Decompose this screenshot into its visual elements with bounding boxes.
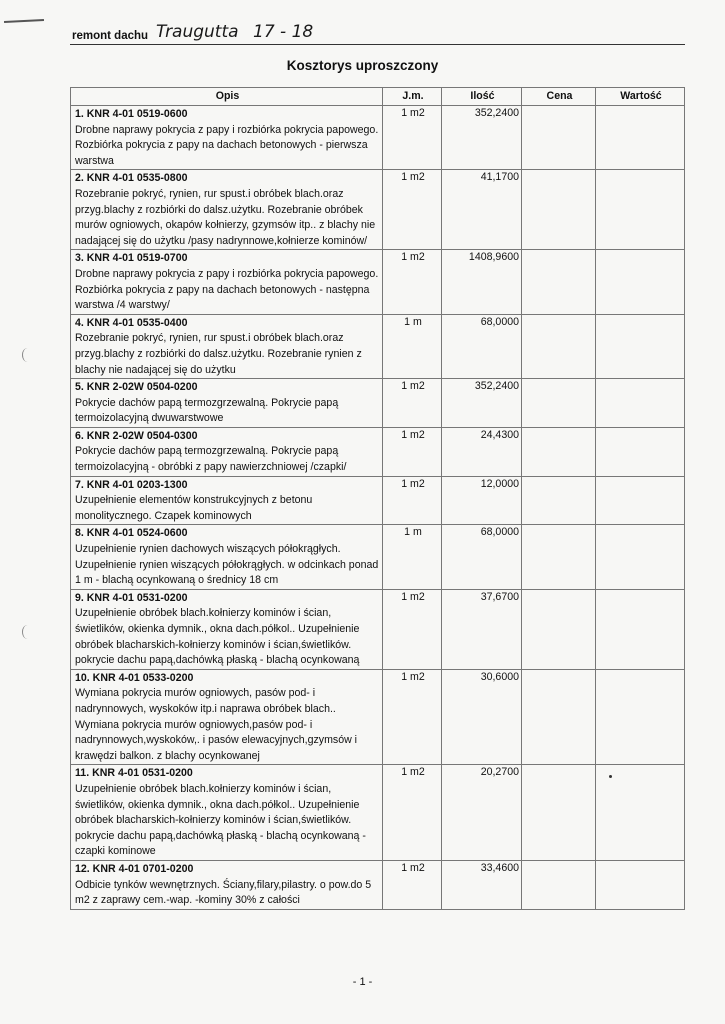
unit-cell: 1 m2 bbox=[383, 669, 442, 765]
price-cell bbox=[522, 427, 596, 476]
unit-cell: 1 m2 bbox=[383, 170, 442, 250]
unit-cell: 1 m bbox=[383, 525, 442, 589]
header-label: remont dachu bbox=[72, 30, 149, 42]
unit-cell: 1 m2 bbox=[383, 860, 442, 909]
estimate-table bbox=[70, 87, 685, 910]
price-cell bbox=[522, 525, 596, 589]
item-code: 12. KNR 4-01 0701-0200 bbox=[75, 862, 194, 875]
handwritten-street: Traugutta bbox=[156, 22, 239, 42]
table-row bbox=[71, 427, 685, 476]
description-cell bbox=[71, 525, 383, 589]
table-row bbox=[71, 589, 685, 669]
item-description: Pokrycie dachów papą termozgrzewalną. Pokrycie papą termoizolacyjną dwuwarstwowe bbox=[75, 396, 339, 425]
unit-cell: 1 m2 bbox=[383, 106, 442, 170]
table-row bbox=[71, 525, 685, 589]
value-cell bbox=[596, 765, 685, 861]
document-title: Kosztorys uproszczony bbox=[286, 58, 439, 73]
description-cell bbox=[71, 860, 383, 909]
item-code: 9. KNR 4-01 0531-0200 bbox=[75, 591, 188, 604]
item-description: Uzupełnienie obróbek blach.kołnierzy kominów i ścian, świetlików, okienka dymnik., okna dach.półkol.. Uzupełnienie obróbek blacharskich-kołnierzy kominów i ścian,świetlików. pokrycie dachu papą,dachówką płaską - blachą ocynkowaną bbox=[75, 607, 360, 667]
item-code: 5. KNR 2-02W 0504-0200 bbox=[75, 381, 198, 394]
item-code: 10. KNR 4-01 0533-0200 bbox=[75, 671, 194, 684]
description-cell bbox=[71, 106, 383, 170]
column-header-unit: J.m. bbox=[383, 88, 442, 106]
column-header-value: Wartość bbox=[596, 88, 685, 106]
value-cell bbox=[596, 669, 685, 765]
column-header-description: Opis bbox=[71, 88, 383, 106]
punch-hole bbox=[22, 625, 33, 639]
quantity-cell: 352,2400 bbox=[442, 106, 522, 170]
quantity-cell: 352,2400 bbox=[442, 379, 522, 428]
page-number: - 1 - bbox=[352, 976, 373, 988]
value-cell bbox=[596, 860, 685, 909]
ink-speck bbox=[609, 775, 612, 778]
table-row bbox=[71, 250, 685, 314]
quantity-cell: 20,2700 bbox=[442, 765, 522, 861]
column-header-quantity: Ilość bbox=[442, 88, 522, 106]
pen-mark bbox=[4, 19, 44, 23]
value-cell bbox=[596, 106, 685, 170]
quantity-cell: 68,0000 bbox=[442, 314, 522, 378]
unit-cell: 1 m2 bbox=[383, 379, 442, 428]
handwritten-number: 17 - 18 bbox=[253, 22, 314, 42]
description-cell bbox=[71, 250, 383, 314]
price-cell bbox=[522, 765, 596, 861]
value-cell bbox=[596, 589, 685, 669]
quantity-cell: 24,4300 bbox=[442, 427, 522, 476]
value-cell bbox=[596, 427, 685, 476]
table-row bbox=[71, 106, 685, 170]
value-cell bbox=[596, 314, 685, 378]
value-cell bbox=[596, 476, 685, 525]
price-cell bbox=[522, 379, 596, 428]
price-cell bbox=[522, 250, 596, 314]
value-cell bbox=[596, 379, 685, 428]
table-header-row bbox=[71, 88, 685, 106]
item-description: Odbicie tynków wewnętrznych. Ściany,filary,pilastry. o pow.do 5 m2 z zaprawy cem.-wap. -kominy 30% z całości bbox=[75, 878, 372, 907]
item-description: Drobne naprawy pokrycia z papy i rozbiórka pokrycia papowego. Rozbiórka pokrycia z papy na dachach betonowych - pierwsza warstwa bbox=[75, 123, 379, 167]
price-cell bbox=[522, 106, 596, 170]
item-description: Uzupełnienie elementów konstrukcyjnych z betonu monolitycznego. Czapek kominowych bbox=[75, 494, 313, 522]
value-cell bbox=[596, 170, 685, 250]
item-description: Drobne naprawy pokrycia z papy i rozbiórka pokrycia papowego. Rozbiórka pokrycia z papy na dachach betonowych - następna warstwa /4 warstwy/ bbox=[75, 267, 379, 312]
item-code: 8. KNR 4-01 0524-0600 bbox=[75, 527, 188, 540]
unit-cell: 1 m2 bbox=[383, 589, 442, 669]
quantity-cell: 33,4600 bbox=[442, 860, 522, 909]
price-cell bbox=[522, 170, 596, 250]
unit-cell: 1 m bbox=[383, 314, 442, 378]
item-code: 11. KNR 4-01 0531-0200 bbox=[75, 767, 193, 780]
quantity-cell: 12,0000 bbox=[442, 476, 522, 525]
table-row bbox=[71, 170, 685, 250]
price-cell bbox=[522, 314, 596, 378]
quantity-cell: 1408,9600 bbox=[442, 250, 522, 314]
description-cell bbox=[71, 765, 383, 861]
item-description: Pokrycie dachów papą termozgrzewalną. Pokrycie papą termoizolacyjną - obróbki z papy nawierzchniowej /czapki/ bbox=[75, 445, 347, 474]
description-cell bbox=[71, 427, 383, 476]
quantity-cell: 68,0000 bbox=[442, 525, 522, 589]
unit-cell: 1 m2 bbox=[383, 250, 442, 314]
item-description: Uzupełnienie obróbek blach.kołnierzy kominów i ścian, świetlików, okienka dymnik., okna dach.półkol.. Uzupełnienie obróbek blacharskich-kołnierzy kominów i ścian,świetlików. pokrycie dachu papą,dachówką płaską - blachą ocynkowaną - czapki kominowe bbox=[75, 782, 366, 858]
quantity-cell: 41,1700 bbox=[442, 170, 522, 250]
price-cell bbox=[522, 860, 596, 909]
description-cell bbox=[71, 379, 383, 428]
punch-hole bbox=[22, 348, 33, 362]
description-cell bbox=[71, 476, 383, 525]
table-row bbox=[71, 669, 685, 765]
item-code: 2. KNR 4-01 0535-0800 bbox=[75, 172, 188, 185]
item-description: Wymiana pokrycia murów ogniowych, pasów pod- i nadrynnowych, wyskoków itp.i naprawa obróbek blach.. Wymiana pokrycia murów ogniowych,pasów pod- i nadrynnowych,wyskoków,. i pasów elewacyjnych,gzymsów i krawędzi balkon. z blachy ocynkowanej bbox=[75, 687, 358, 762]
column-header-price: Cena bbox=[522, 88, 596, 106]
item-code: 3. KNR 4-01 0519-0700 bbox=[75, 252, 188, 265]
price-cell bbox=[522, 476, 596, 525]
price-cell bbox=[522, 669, 596, 765]
table-row bbox=[71, 379, 685, 428]
quantity-cell: 37,6700 bbox=[442, 589, 522, 669]
unit-cell: 1 m2 bbox=[383, 427, 442, 476]
description-cell bbox=[71, 669, 383, 765]
item-code: 7. KNR 4-01 0203-1300 bbox=[75, 478, 188, 491]
description-cell bbox=[71, 314, 383, 378]
price-cell bbox=[522, 589, 596, 669]
table-row bbox=[71, 476, 685, 525]
item-code: 6. KNR 2-02W 0504-0300 bbox=[75, 429, 198, 442]
item-code: 4. KNR 4-01 0535-0400 bbox=[75, 316, 188, 329]
table-row bbox=[71, 314, 685, 378]
table-row bbox=[71, 860, 685, 909]
unit-cell: 1 m2 bbox=[383, 476, 442, 525]
item-description: Rozebranie pokryć, rynien, rur spust.i obróbek blach.oraz przyg.blachy z rozbiórki do dalsz.użytku. Rozebranie obróbek murów ogniowych, okapów kołnierzy, gzymsów itp.. z blachy nie nadającej się do użytku /pasy nadrynnowe,kołnierze kominów/ bbox=[75, 187, 376, 247]
document-header bbox=[70, 24, 685, 45]
unit-cell: 1 m2 bbox=[383, 765, 442, 861]
value-cell bbox=[596, 525, 685, 589]
quantity-cell: 30,6000 bbox=[442, 669, 522, 765]
item-description: Uzupełnienie rynien dachowych wiszących półokrągłych. Uzupełnienie rynien wiszących półokrągłych. w odcinkach ponad 1 m - blachą ocynkowaną o średnicy 18 cm bbox=[75, 543, 379, 587]
item-code: 1. KNR 4-01 0519-0600 bbox=[75, 108, 188, 120]
description-cell bbox=[71, 170, 383, 250]
description-cell bbox=[71, 589, 383, 669]
table-row bbox=[71, 765, 685, 861]
item-description: Rozebranie pokryć, rynien, rur spust.i obróbek blach.oraz przyg.blachy z rozbiórki do dalsz.użytku. Rozebranie rynien z blachy nie nadającej się do użytku bbox=[75, 332, 362, 376]
value-cell bbox=[596, 250, 685, 314]
